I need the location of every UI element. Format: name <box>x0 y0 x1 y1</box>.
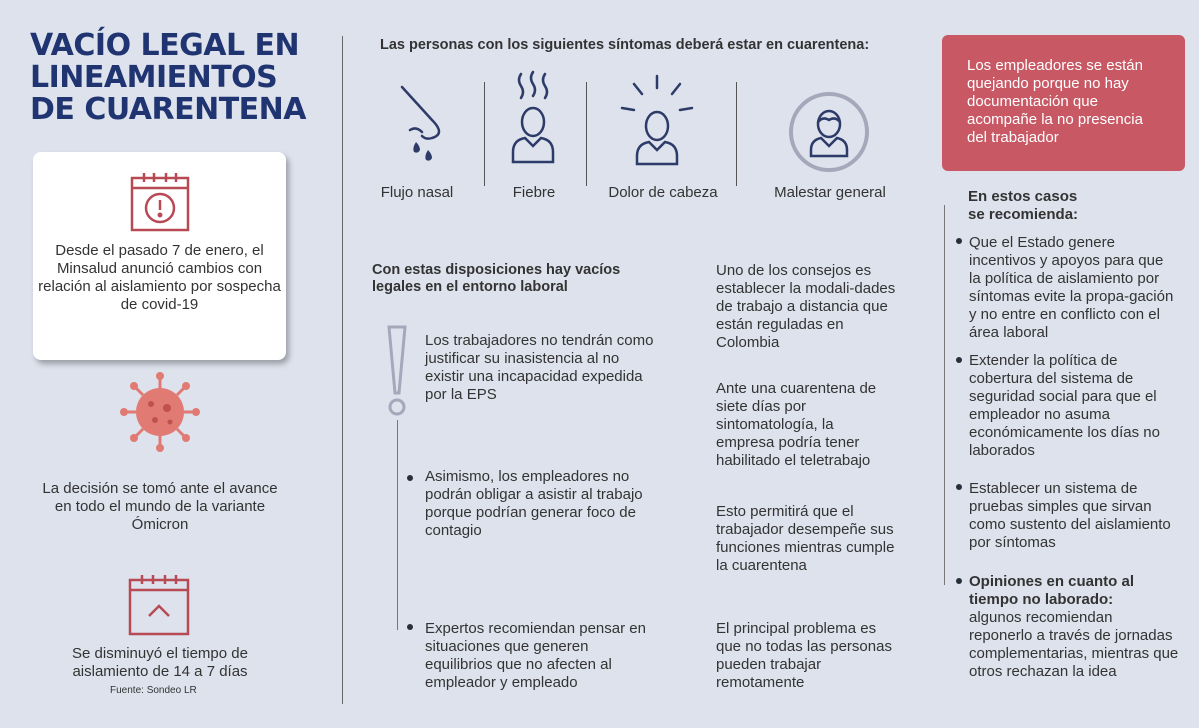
symptom-label-0: Flujo nasal <box>380 184 454 201</box>
recommend-item-0: Que el Estado genere incentivos y apoyos para que la política de aislamiento por síntomas evite la propa-gación y no entre en conflicto con el área laboral <box>969 234 1174 341</box>
alert-text: Los empleadores se están quejando porque no hay documentación que acompañe la no presencia del trabajador <box>967 57 1143 146</box>
gap-item-0: Los trabajadores no tendrán como justificar su inasistencia al no existir una incapacidad expedida por la EPS <box>425 332 654 403</box>
page-title: VACÍO LEGAL EN LINEAMIENTOS DE CUARENTENA <box>30 28 306 127</box>
info-card <box>33 152 286 360</box>
advice-1: Ante una cuarentena de siete días por sintomatología, la empresa podría tener habilitado el teletrabajo <box>716 380 877 469</box>
fever-icon <box>507 70 559 166</box>
virus-text: La decisión se tomó ante el avance en todo el mundo de la variante Ómicron <box>42 480 278 533</box>
alert-box <box>942 35 1185 171</box>
virus-icon <box>105 372 215 452</box>
gap-item-2: Expertos recomiendan pensar en situaciones que generen equilibrios que no afecten al empleador y empleado <box>425 620 646 691</box>
card-text: Desde el pasado 7 de enero, el Minsalud anunció cambios con relación al aislamiento por sospecha de covid-19 <box>38 242 281 313</box>
advice-3: El principal problema es que no todas las personas pueden trabajar remotamente <box>716 620 892 691</box>
calendar-alert-icon <box>128 170 192 234</box>
symptom-label-3: Malestar general <box>774 184 886 201</box>
advice-2: Esto permitirá que el trabajador desempeñe sus funciones mientras cumple la cuarentena <box>716 503 895 574</box>
malaise-icon <box>787 90 871 174</box>
calendar-text: Se disminuyó el tiempo de aislamiento de 14 a 7 días <box>72 645 248 680</box>
divider <box>342 36 343 704</box>
gaps-heading: Con estas disposiciones hay vacíos legales en el entorno laboral <box>372 262 621 295</box>
symptom-label-2: Dolor de cabeza <box>608 184 718 201</box>
gap-item-1: Asimismo, los empleadores no podrán obligar a asistir al trabajo porque podrían generar foco de contagio <box>425 468 643 539</box>
recommend-item-1: Extender la política de cobertura del sistema de seguridad social para que el empleador no asuma económicamente los días no laborados <box>969 352 1160 459</box>
symptoms-heading: Las personas con los siguientes síntomas deberá estar en cuarentena: <box>380 37 870 53</box>
headache-icon <box>620 74 694 168</box>
advice-0: Uno de los consejos es establecer la modali-dades de trabajo a distancia que están reguladas en Colombia <box>716 262 896 351</box>
exclamation-icon <box>385 325 409 417</box>
recommend-heading: En estos casos se recomienda: <box>968 188 1079 223</box>
recommend-final-heading: Opiniones en cuanto al tiempo no laborado: <box>969 573 1135 608</box>
recommend-final-text: algunos recomiendan reponerlo a través de jornadas complementarias, mientras que otros rechazan la idea <box>969 609 1179 680</box>
source-note: Fuente: Sondeo LR <box>110 685 197 696</box>
nose-icon <box>392 82 452 168</box>
recommend-item-2: Establecer un sistema de pruebas simples que sirvan como sustento del aislamiento por síntomas <box>969 480 1171 551</box>
calendar-down-icon <box>126 572 192 638</box>
symptom-label-1: Fiebre <box>512 184 556 201</box>
